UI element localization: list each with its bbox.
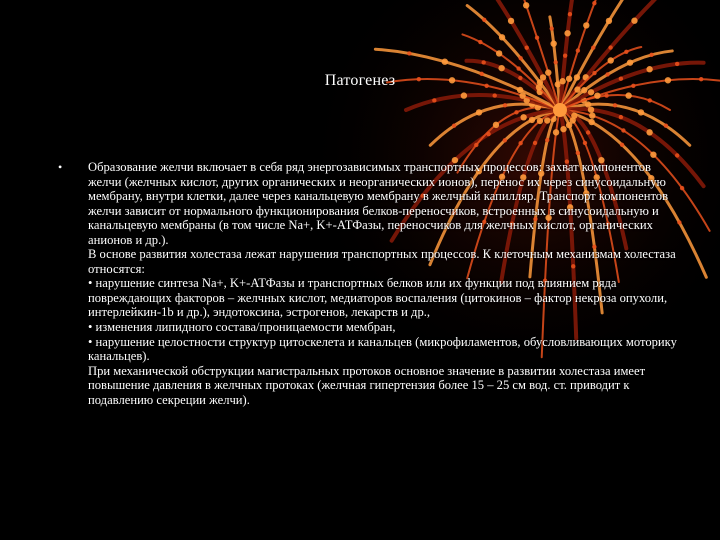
- page-title: Патогенез: [324, 72, 396, 89]
- body-text: Образование желчи включает в себя ряд энергозависимых транспортных процессов: захват компонентов желчи (желчных кислот, других органических и неорганических ионов), перенос их через синусоидальную мембрану, внутри клетки, далее через канальцевую мембрану в желчный капилляр. Транспорт компонентов желчи зависит от нормального функционирования белков-переносчиков, встроенных в синусоидальную и канальцевую мембраны (в том числе Na+, K+-АТФазы, переносчиков для желчных кислот, органических анионов и др.). В основе развития холестаза лежат нарушения транспортных процессов. К клеточным механизмам холестаза относятся: • нарушение синтеза Na+, K+-АТФазы и транспортных белков или их функции под влиянием ряда повреждающих факторов – желчных кислот, медиаторов воспаления (цитокинов – фактор некроза опухоли, интерлейкин-1b и др.), эндотоксина, эстрогенов, лекарств и др., • изменения липидного состава/проницаемости мембран, • нарушение целостности структур цитоскелета и канальцев (микрофиламентов, обусловливающих моторику канальцев). При механической обструкции магистральных протоков основное значение в развитии холестаза имеет повышение давления в желчных протоках (желчная гипертензия более 15 – 25 см вод. ст. приводит к подавлению секреции желчи).: [88, 160, 677, 407]
- bullet-marker: •: [58, 160, 63, 174]
